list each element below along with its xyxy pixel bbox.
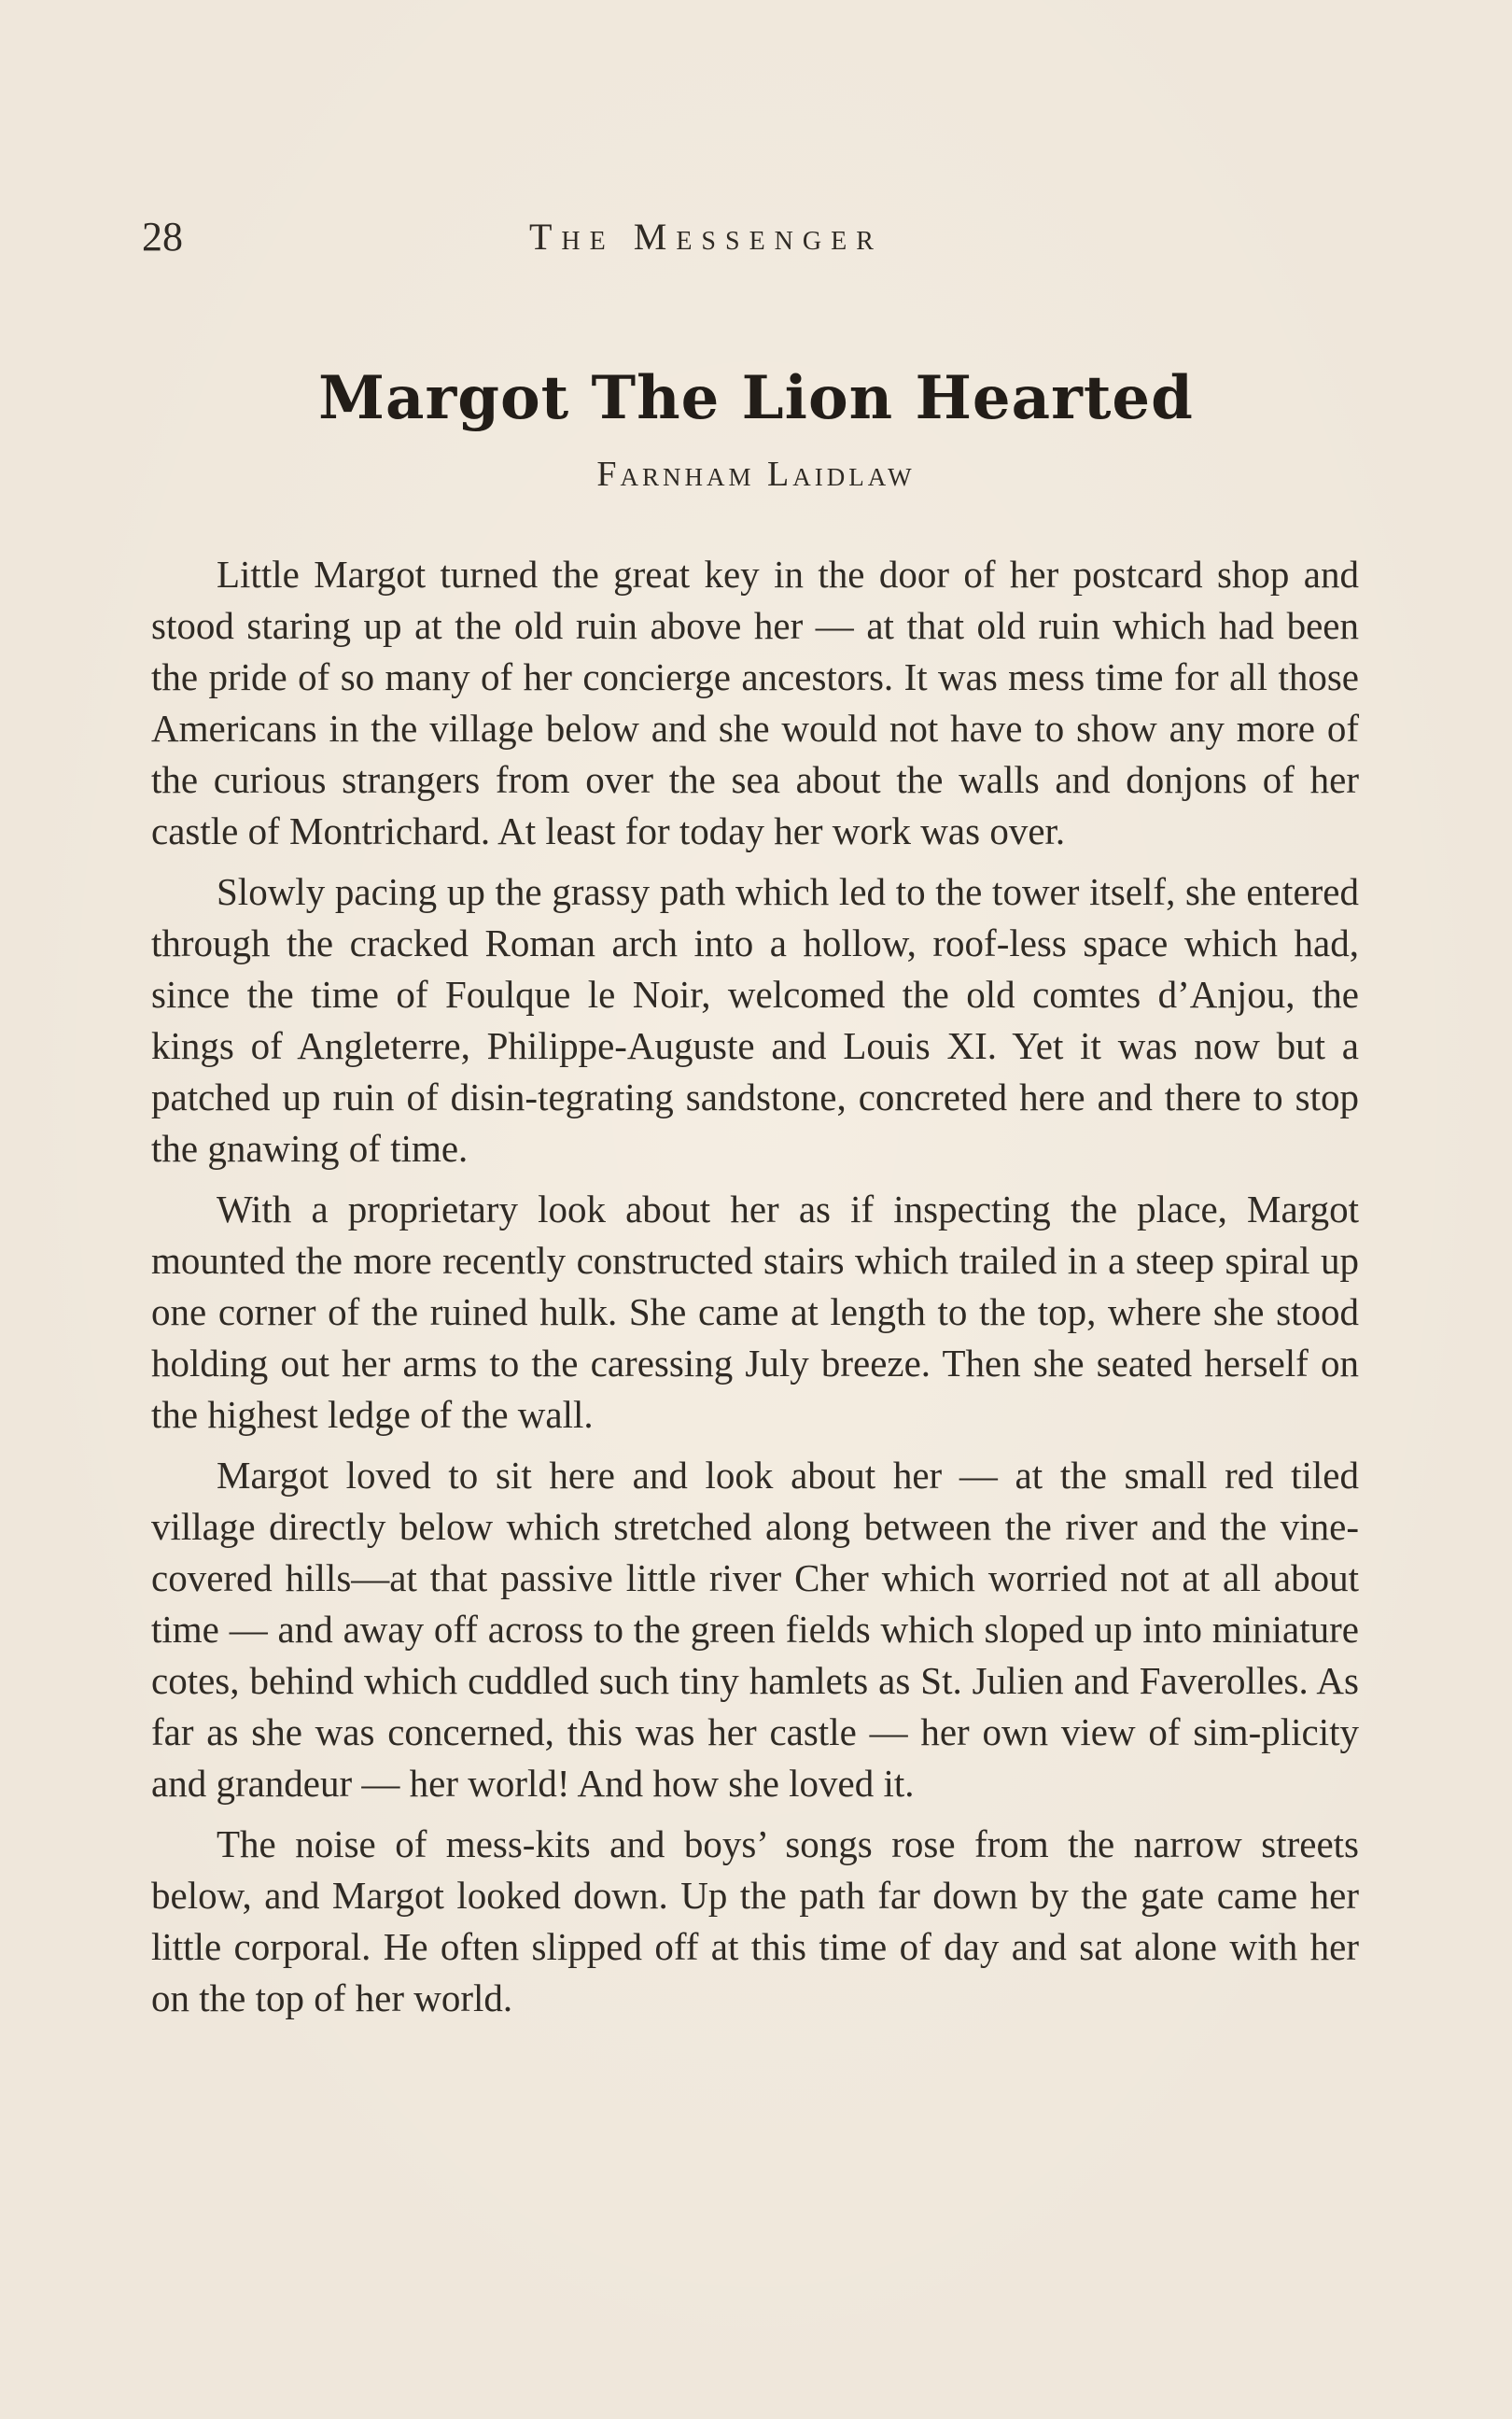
paragraph: Slowly pacing up the grassy path which led to the tower itself, she entered through the cracked Roman arch into a hollow, roof-less space which had, since the time of Foulque le Noir, welcomed the old comtes d’Anjou, the kings of Angleterre, Philippe-Auguste and Louis XI. Yet it was now but a patched up ruin of disin-tegrating sandstone, concreted here and there to stop the gnawing of time.: [151, 870, 1359, 1170]
paragraph: Little Margot turned the great key in the door of her postcard shop and stood staring up at the old ruin above her — at that old ruin which had been the pride of so many of her concierge ancestors. It was mess time for all those Americans in the village below and she would not have to show any more of the curious strangers from over the sea about the walls and donjons of her castle of Montrichard. At least for today her work was over.: [151, 553, 1359, 852]
article-body: [151, 549, 1359, 2033]
paragraph: With a proprietary look about her as if inspecting the place, Margot mounted the more recently constructed stairs which trailed in a steep spiral up one corner of the ruined hulk. She came at length to the top, where she stood holding out her arms to the caressing July breeze. Then she seated herself on the highest ledge of the wall.: [151, 1188, 1359, 1436]
page-number: 28: [142, 214, 183, 260]
paragraph: Margot loved to sit here and look about her — at the small red tiled village directly below which stretched along between the river and the vine-covered hills—at that passive little river Cher which worried not at all about time — and away off across to the green fields which sloped up into miniature cotes, behind which cuddled such tiny hamlets as St. Julien and Faverolles. As far as she was concerned, this was her castle — her own view of sim-plicity and grandeur — her world! And how she loved it.: [151, 1454, 1359, 1805]
running-head: [142, 207, 1361, 267]
running-title: The Messenger: [529, 216, 883, 258]
paragraph: The noise of mess-kits and boys’ songs rose from the narrow streets below, and Margot looked down. Up the path far down by the gate came her little corporal. He often slipped off at this time of day and sat alone with her on the top of her world.: [151, 1822, 1359, 2019]
article-title: Margot The Lion Hearted: [318, 363, 1194, 433]
article-author: Farnham Laidlaw: [596, 455, 916, 494]
